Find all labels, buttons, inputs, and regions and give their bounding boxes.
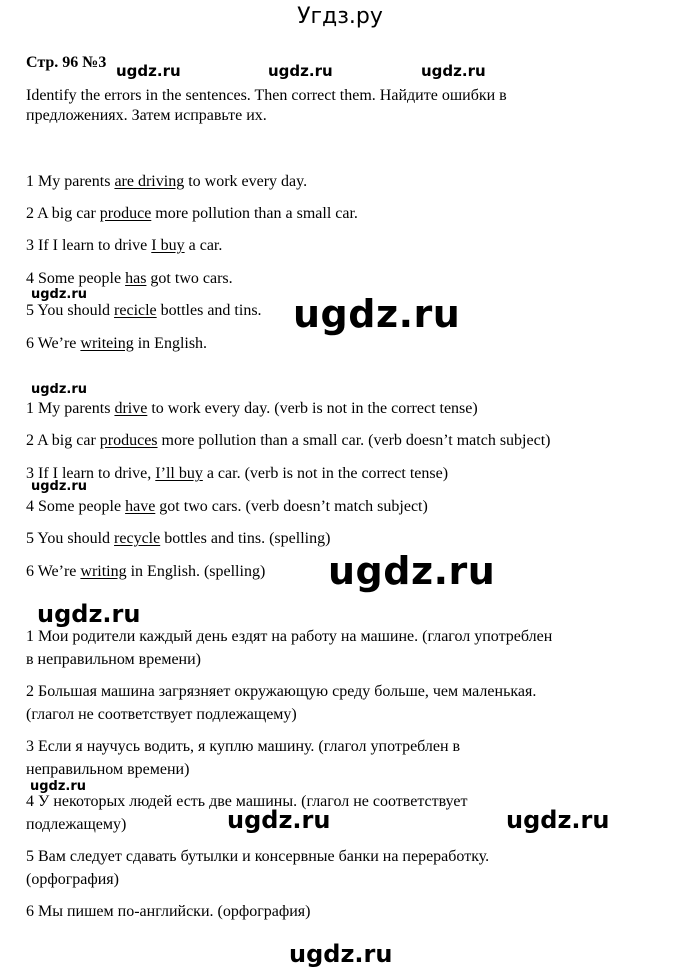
translation-1-line-1: 1 Мои родители каждый день ездят на работу на машине. (глагол употреблен bbox=[26, 628, 553, 645]
correction-sentence-4 bbox=[26, 497, 428, 517]
sentence-text: a car. bbox=[184, 237, 223, 254]
corrected-word: have bbox=[125, 498, 156, 515]
watermark: ugdz.ru bbox=[421, 62, 486, 80]
sentence-text: more pollution than a small car. bbox=[151, 205, 358, 222]
watermark: ugdz.ru bbox=[31, 287, 88, 302]
error-word: writeing bbox=[80, 335, 134, 352]
instruction-english: Identify the errors in the sentences. Then correct them. bbox=[26, 87, 376, 104]
correction-sentence-1 bbox=[26, 399, 478, 419]
error-sentence-5 bbox=[26, 301, 262, 321]
error-sentence-3 bbox=[26, 236, 222, 256]
watermark: ugdz.ru bbox=[37, 600, 141, 628]
sentence-text: in English. bbox=[133, 335, 208, 352]
translation-1-line-2: в неправильном времени) bbox=[26, 651, 201, 668]
translation-2-line-1: 2 Большая машина загрязняет окружающую среду больше, чем маленькая. bbox=[26, 683, 537, 700]
translation-5-line-2: (орфография) bbox=[26, 871, 119, 888]
watermark: ugdz.ru bbox=[31, 382, 88, 397]
translation-4-line-2: подлежащему) bbox=[26, 816, 127, 833]
watermark: ugdz.ru bbox=[289, 940, 393, 968]
corrected-word: I’ll buy bbox=[155, 465, 203, 482]
error-word: I buy bbox=[151, 237, 185, 254]
instruction-russian-part1: Найдите ошибки в bbox=[379, 87, 507, 104]
corrected-word: drive bbox=[114, 400, 148, 417]
sentence-text: 5 You should bbox=[26, 302, 115, 319]
correction-sentence-6 bbox=[26, 562, 265, 582]
translation-4-line-1: 4 У некоторых людей есть две машины. (глагол не соответствует bbox=[26, 793, 468, 810]
watermark: ugdz.ru bbox=[268, 62, 333, 80]
sentence-text: 1 My parents bbox=[26, 173, 115, 190]
corrected-word: writing bbox=[80, 563, 127, 580]
correction-sentence-3 bbox=[26, 464, 448, 484]
corrected-word: produces bbox=[99, 432, 158, 449]
watermark: ugdz.ru bbox=[31, 479, 88, 494]
sentence-text: more pollution than a small car. (verb doesn’t match subject) bbox=[157, 432, 551, 449]
sentence-text: to work every day. (verb is not in the correct tense) bbox=[147, 400, 478, 417]
sentence-text: a car. (verb is not in the correct tense) bbox=[202, 465, 449, 482]
sentence-text: 2 A big car bbox=[26, 432, 100, 449]
sentence-text: 3 If I learn to drive, bbox=[26, 465, 156, 482]
sentence-text: 1 My parents bbox=[26, 400, 115, 417]
translation-6-line-1: 6 Мы пишем по-английски. (орфография) bbox=[26, 903, 311, 920]
sentence-text: got two cars. bbox=[146, 270, 233, 287]
sentence-text: got two cars. (verb doesn’t match subject) bbox=[155, 498, 428, 515]
corrected-word: recycle bbox=[114, 530, 161, 547]
sentence-text: in English. (spelling) bbox=[126, 563, 266, 580]
translation-2-line-2: (глагол не соответствует подлежащему) bbox=[26, 706, 297, 723]
watermark: ugdz.ru bbox=[506, 806, 610, 834]
translation-3-line-2: неправильном времени) bbox=[26, 761, 190, 778]
watermark: ugdz.ru bbox=[227, 806, 331, 834]
sentence-text: 6 We’re bbox=[26, 335, 81, 352]
watermark: ugdz.ru bbox=[328, 549, 496, 593]
sentence-text: bottles and tins. (spelling) bbox=[160, 530, 331, 547]
watermark: ugdz.ru bbox=[30, 779, 87, 794]
sentence-text: 5 You should bbox=[26, 530, 115, 547]
sentence-text: 4 Some people bbox=[26, 498, 126, 515]
instruction-line-2: предложениях. Затем исправьте их. bbox=[26, 107, 267, 124]
error-sentence-2 bbox=[26, 204, 358, 224]
instruction-line-1 bbox=[26, 86, 507, 106]
sentence-text: 6 We’re bbox=[26, 563, 81, 580]
task-reference: Стр. 96 №3 bbox=[26, 54, 107, 71]
error-sentence-1 bbox=[26, 172, 307, 192]
sentence-text: 2 A big car bbox=[26, 205, 100, 222]
error-sentence-6 bbox=[26, 334, 207, 354]
error-word: has bbox=[125, 270, 147, 287]
translation-5-line-1: 5 Вам следует сдавать бутылки и консервные банки на переработку. bbox=[26, 848, 490, 865]
correction-sentence-5 bbox=[26, 529, 330, 549]
error-word: recicle bbox=[114, 302, 157, 319]
sentence-text: bottles and tins. bbox=[156, 302, 262, 319]
error-word: are driving bbox=[114, 173, 185, 190]
translation-3-line-1: 3 Если я научусь водить, я куплю машину. (глагол употреблен в bbox=[26, 738, 461, 755]
watermark: ugdz.ru bbox=[293, 292, 461, 336]
sentence-text: 4 Some people bbox=[26, 270, 126, 287]
error-sentence-4 bbox=[26, 269, 233, 289]
sentence-text: to work every day. bbox=[184, 173, 308, 190]
sentence-text: 3 If I learn to drive bbox=[26, 237, 152, 254]
error-word: produce bbox=[99, 205, 152, 222]
correction-sentence-2 bbox=[26, 431, 550, 451]
watermark: ugdz.ru bbox=[116, 62, 181, 80]
site-title: Угдз.ру bbox=[297, 4, 383, 29]
